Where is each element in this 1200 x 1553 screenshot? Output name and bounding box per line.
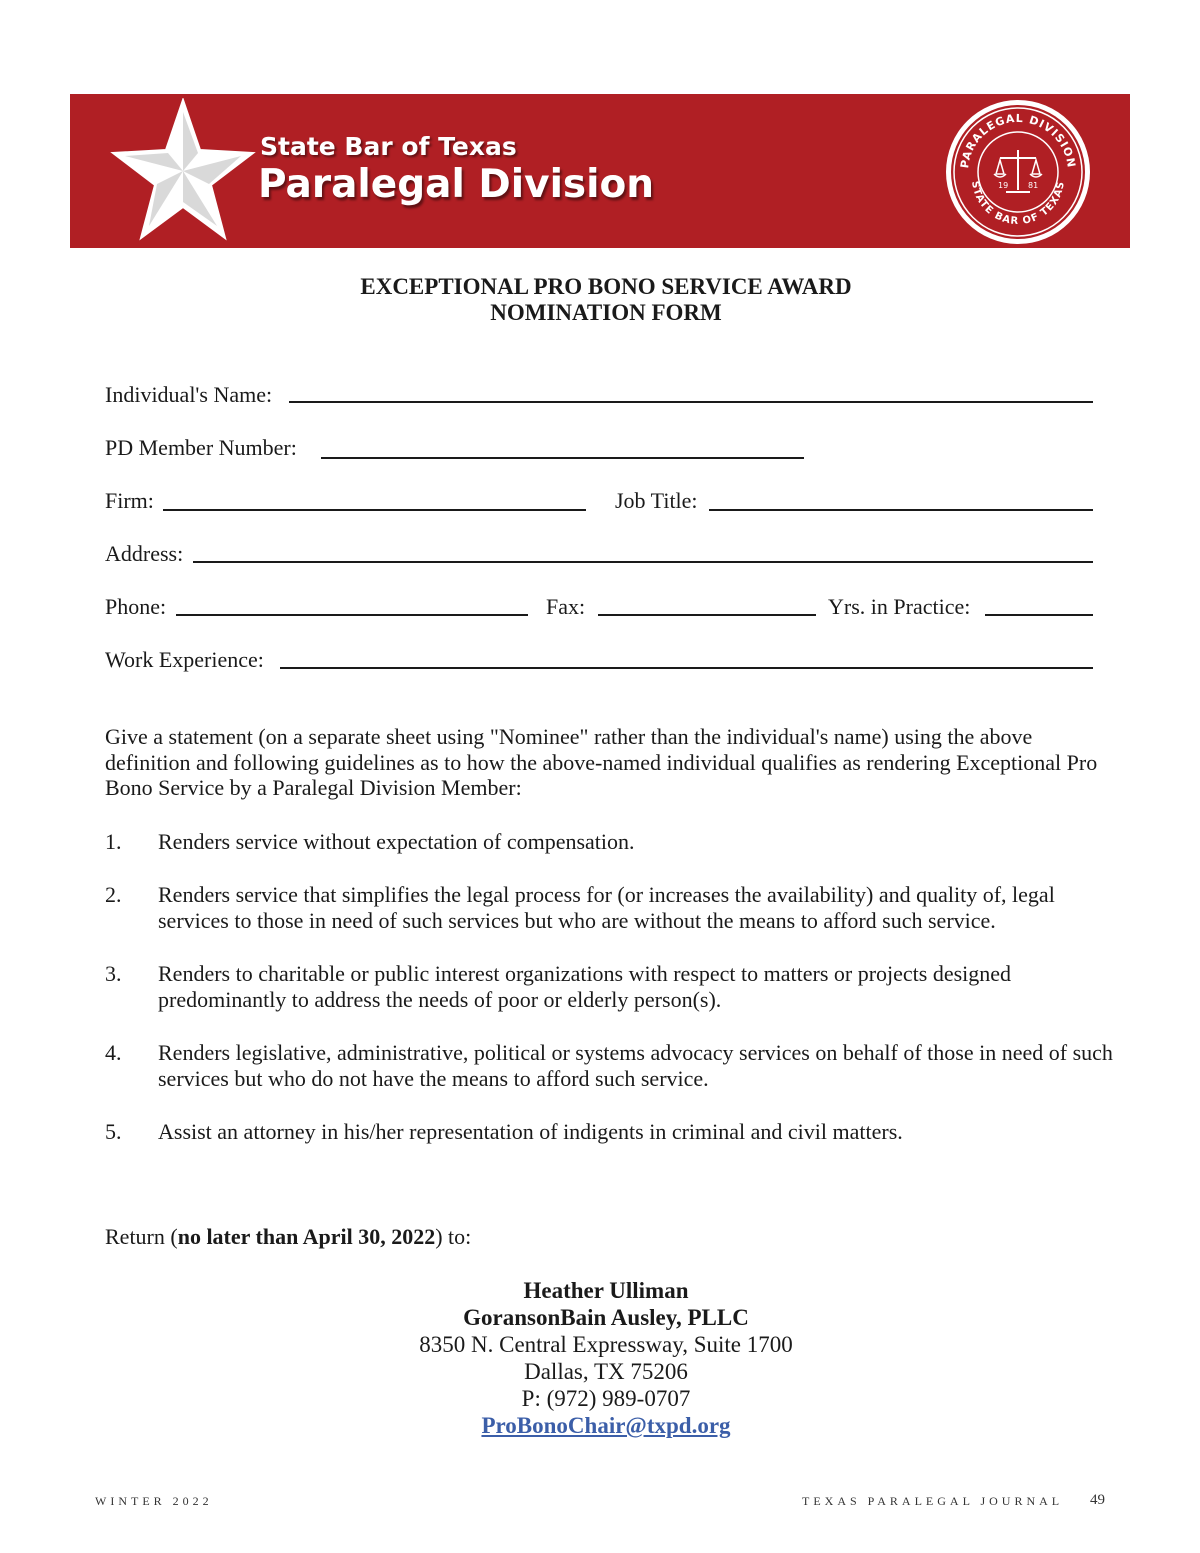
seal-year-right: 81	[1028, 181, 1039, 190]
paralegal-division-seal-icon	[944, 98, 1092, 246]
address-field[interactable]	[193, 561, 1093, 563]
guideline-number: 5.	[105, 1119, 122, 1144]
guideline-text: Assist an attorney in his/her representation of indigents in criminal and civil matters.	[158, 1119, 903, 1144]
return-prefix: Return (	[105, 1224, 178, 1249]
return-deadline: no later than April 30, 2022	[177, 1224, 436, 1249]
individual-name-label: Individual's Name:	[105, 382, 273, 407]
guideline-number: 1.	[105, 829, 122, 854]
years-in-practice-label: Yrs. in Practice:	[828, 594, 971, 619]
contact-email-link[interactable]: ProBonoChair@txpd.org	[481, 1413, 731, 1438]
years-in-practice-field[interactable]	[985, 614, 1093, 616]
firm-field[interactable]	[163, 509, 586, 511]
contact-phone: P: (972) 989-0707	[521, 1386, 691, 1411]
fax-field[interactable]	[598, 614, 816, 616]
individual-name-field[interactable]	[289, 401, 1093, 403]
job-title-field[interactable]	[709, 509, 1093, 511]
contact-firm: GoransonBain Ausley, PLLC	[463, 1305, 749, 1330]
contact-name: Heather Ulliman	[523, 1278, 689, 1303]
contact-city: Dallas, TX 75206	[524, 1359, 688, 1384]
phone-label: Phone:	[105, 594, 167, 619]
phone-field[interactable]	[176, 614, 528, 616]
guideline-text: Renders legislative, administrative, political or systems advocacy services on behalf of those in need of such services but who do not have the means to afford such service.	[158, 1040, 1113, 1091]
guideline-number: 4.	[105, 1040, 122, 1065]
org-name-line2: Paralegal Division	[258, 162, 655, 207]
org-name-line1: State Bar of Texas	[260, 132, 517, 161]
address-label: Address:	[105, 541, 184, 566]
contact-street: 8350 N. Central Expressway, Suite 1700	[419, 1332, 793, 1357]
seal-year-left: 19	[998, 181, 1009, 190]
return-instructions	[105, 1224, 471, 1250]
form-title-line1: EXCEPTIONAL PRO BONO SERVICE AWARD	[360, 274, 852, 299]
guideline-text: Renders service that simplifies the legal process for (or increases the availability) and quality of, legal services to those in need of such services but who are without the means to afford such service.	[158, 882, 1055, 933]
guideline-number: 3.	[105, 961, 122, 986]
footer-page-number: 49	[1090, 1492, 1105, 1508]
job-title-label: Job Title:	[615, 488, 698, 513]
work-experience-field[interactable]	[280, 667, 1093, 669]
work-experience-label: Work Experience:	[105, 647, 264, 672]
seal-bottom-text: STATE BAR OF TEXAS	[968, 180, 1068, 228]
footer-journal: TEXAS PARALEGAL JOURNAL	[802, 1494, 1064, 1508]
footer-issue: WINTER 2022	[95, 1494, 213, 1508]
firm-label: Firm:	[105, 488, 154, 513]
member-number-field[interactable]	[321, 457, 804, 459]
header-banner	[70, 94, 1130, 248]
return-suffix: ) to:	[435, 1224, 472, 1249]
texas-star-icon	[110, 98, 256, 244]
statement-instructions: Give a statement (on a separate sheet using "Nominee" rather than the individual's name) using the above definition and following guidelines as to how the above-named individual qualifies as rendering Exceptional Pro Bono Service by a Paralegal Division Member:	[105, 724, 1098, 800]
guideline-text: Renders service without expectation of compensation.	[158, 829, 635, 854]
guideline-text: Renders to charitable or public interest organizations with respect to matters or projects designed predominantly to address the needs of poor or elderly person(s).	[158, 961, 1012, 1012]
seal-top-text: PARALEGAL DIVISION	[958, 111, 1078, 170]
form-title-line2: NOMINATION FORM	[490, 300, 722, 325]
guideline-number: 2.	[105, 882, 122, 907]
fax-label: Fax:	[546, 594, 586, 619]
member-number-label: PD Member Number:	[105, 435, 297, 460]
contact-email-line	[0, 1413, 1200, 1439]
